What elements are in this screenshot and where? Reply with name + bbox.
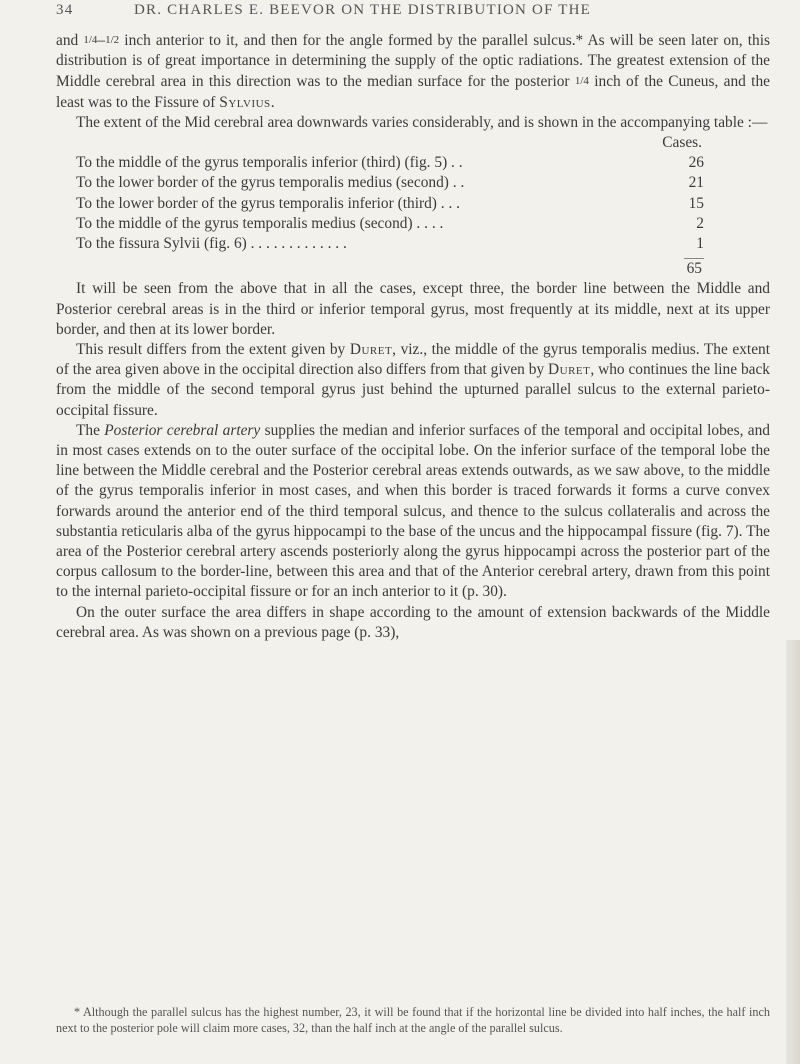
footnote-text: Although the parallel sulcus has the highest number, 23, it will be found that if the horizontal line be divided into half inches, the half inch next to the posterior pole will claim more cases, 32, than the half inch at the angle of the parallel sulcus. (56, 1005, 771, 1035)
para4-text-c: , who continues the line back from the middle of the second temporal gyrus just behind the upturned parallel sulcus to the external parieto-occipital fissure. (56, 361, 770, 419)
para1-text-c: inch anterior to it, and then for the angle formed by the parallel sulcus.* As will be seen later on, this distribution is of great importance in determining the supply of the optic radiations. The greatest extension of the Middle cerebral area in this direction was to the median surface for the posterior (56, 32, 770, 91)
row-label: To the lower border of the gyrus temporalis medius (second) . . (76, 174, 465, 192)
fraction-quarter-2: 1/4 (574, 75, 589, 88)
fraction-quarter: 1/4 (83, 34, 98, 46)
table-row (76, 194, 704, 214)
row-value: 2 (696, 214, 704, 232)
posterior-cerebral-artery-term: Posterior cerebral artery (104, 421, 261, 439)
row-value: 1 (696, 235, 704, 253)
cases-header: Cases. (662, 134, 702, 152)
duret-name: Duret (548, 361, 591, 379)
paragraph-2: The extent of the Mid cerebral area downwards varies considerably, and is shown in the accompanying table :— (76, 113, 768, 131)
para5-text-a: The (76, 421, 105, 439)
footnote (56, 1004, 770, 1036)
row-label: To the middle of the gyrus temporalis medius (second) . . . . (76, 214, 444, 232)
paragraph-5 (56, 421, 770, 603)
para1-text-a: and (56, 32, 84, 49)
para4-text-b: , viz., the middle of the gyrus temporalis medius. The extent of the area given above in the occipital direction also differs from that given by (56, 341, 770, 379)
page-edge-shadow (786, 640, 800, 1064)
running-title: DR. CHARLES E. BEEVOR ON THE DISTRIBUTION OF THE (134, 2, 592, 18)
row-label: To the middle of the gyrus temporalis inferior (third) (fig. 5) . . (76, 154, 463, 172)
page-number: 34 (56, 2, 74, 18)
body-text (56, 30, 770, 643)
row-value: 15 (688, 194, 704, 212)
para4-text-a: This result differs from the extent given by (76, 341, 350, 359)
footnote-mark: * (74, 1005, 81, 1019)
row-label: To the lower border of the gyrus temporalis inferior (third) . . . (76, 194, 461, 212)
table-row (76, 234, 704, 254)
para5-text-b: supplies the median and inferior surfaces of the temporal and occipital lobes, and in most cases extends on to the outer surface of the occipital lobe. On the inferior surface of the temporal lobe the line between the Middle cerebral and the Posterior cerebral areas extends outwards, as we saw above, to the middle of the gyrus temporalis inferior in most cases, and when this border is traced forwards it forms a curve convex forwards around the anterior end of the third temporal sulcus, and thence to the sulcus collateralis and across the substantia reticularis alba of the gyrus hippocampi to the base of the uncus and the hippocampal fissure (fig. 7). The area of the Posterior cerebral artery ascends posteriorly along the gyrus hippocampi across the posterior part of the corpus callosum to the border-line, between this area and that of the Anterior cerebral artery, drawn from this point to the internal parieto-occipital fissure or for an inch anterior to it (p. 30). (56, 421, 770, 601)
paragraph-3: It will be seen from the above that in all the cases, except three, the border line between the Middle and Posterior cerebral areas is in the third or inferior temporal gyrus, most frequently at its middle, next at its upper border, and then at its lower border. (56, 280, 770, 338)
table-row (76, 153, 704, 173)
table-row (76, 173, 704, 193)
duret-name: Duret (349, 341, 393, 359)
table-row (76, 214, 704, 234)
cases-table (76, 133, 704, 279)
para1-text-d: inch of the Cuneus, and the least was to the Fissure of (56, 73, 770, 111)
para1-dash: – (97, 32, 106, 49)
paragraph-6: On the outer surface the area differs in shape according to the amount of extension backwards of the Middle cerebral area. As was shown on a previous page (p. 33), (56, 603, 770, 641)
row-value: 26 (688, 154, 704, 172)
row-value: 21 (688, 174, 704, 192)
paragraph-4 (56, 340, 770, 421)
sylvius-name: Sylvius (219, 93, 271, 111)
row-label: To the fissura Sylvii (fig. 6) . . . . . . . . . . . . . (76, 235, 347, 253)
paragraph-1 (56, 30, 770, 113)
table-total: 65 (686, 260, 702, 278)
fraction-half: 1/2 (105, 34, 120, 46)
para1-text-e: . (270, 93, 275, 111)
